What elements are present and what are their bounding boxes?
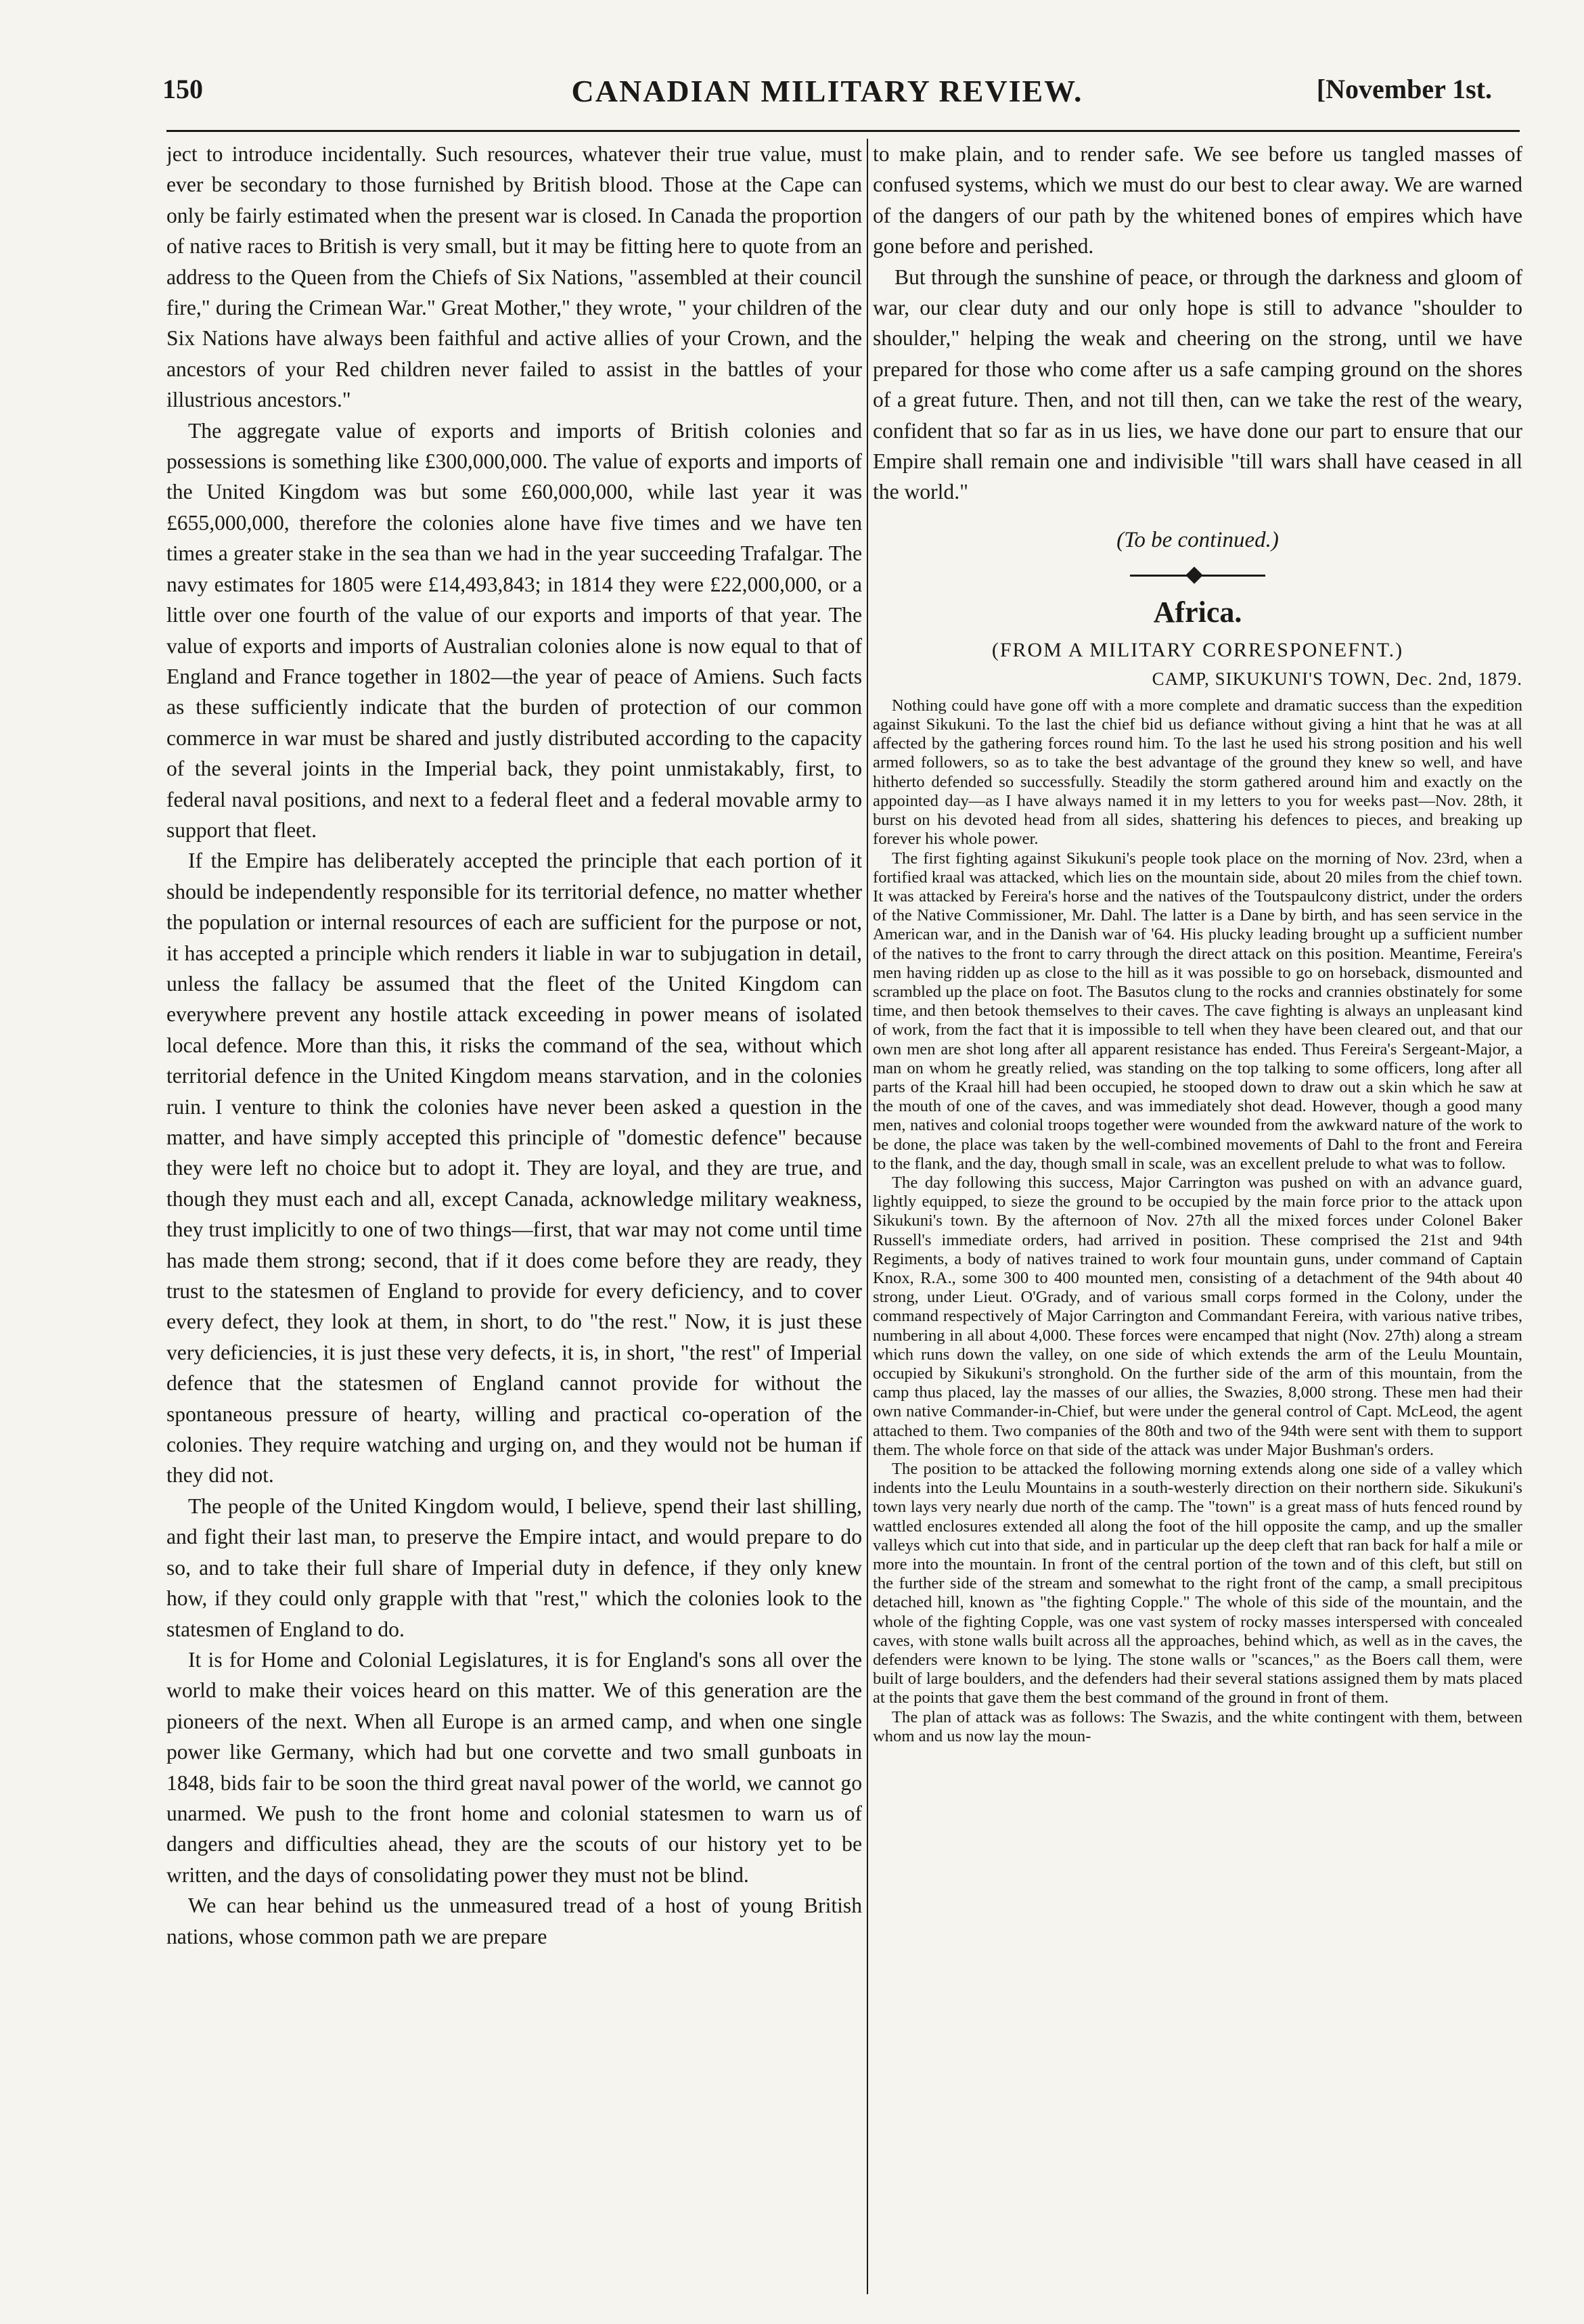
paragraph: ject to introduce incidentally. Such resources, whatever their true value, must ever be secondary to those furnished by British blood. Those at the Cape can only be fairly estimated when the present war is closed. In Canada the proportion of native races to British is very small, but it may be fitting here to quote from an address to the Queen from the Chiefs of Six Nations, "assembled at their council fire," during the Crimean War." Great Mother," they wrote, " your children of the Six Nations have always been faithful and active allies of your Crown, and the ancestors of your Red children never failed to assist in the battles of your illustrious ancestors.": [166, 142, 862, 412]
left-article-body: [166, 139, 862, 1952]
section-title: Africa.: [1153, 595, 1242, 629]
africa-article-body: [873, 696, 1522, 1746]
paragraph: But through the sunshine of peace, or through the darkness and gloom of war, our clear duty and our only hope is still to advance "shoulder to shoulder," helping the weak and cheering on the strong, until we have prepared for those who come after us a safe camping ground on the shores of a great future. Then, and not till then, can we take the rest of the weary, confident that so far as in us lies, we have done our part to ensure that our Empire shall remain one and indivisible "till wars shall have ceased in all the world.": [873, 265, 1522, 504]
paragraph: The aggregate value of exports and imports of British colonies and possessions is something like £300,000,000. The value of exports and imports of the United Kingdom was but some £60,000,000, while last year it was £655,000,000, therefore the colonies alone have five times and we have ten times a greater stake in the sea than we had in the year succeeding Trafalgar. The navy estimates for 1805 were £14,493,843; in 1814 they were £22,000,000, or a little over one fourth of the value of our exports and imports of that year. The value of exports and imports of Australian colonies alone is now equal to that of England and France together in 1802—the year of peace of Amiens. Such facts as these sufficiently indicate that the burden of protection of our common commerce in war must be shared and justly distributed according to the capacity of the several joints in the Imperial back, they point unmistakably, first, to federal naval positions, and next to a federal fleet and a federal movable army to support that fleet.: [166, 418, 862, 842]
paragraph: We can hear behind us the unmeasured tread of a host of young British nations, whose common path we are prepare: [166, 1894, 862, 1948]
paragraph: to make plain, and to render safe. We see before us tangled masses of confused systems, which we must do our best to clear away. We are warned of the dangers of our path by the whitened bones of empires which have gone before and perished.: [873, 142, 1522, 259]
header-rule: [166, 130, 1520, 132]
section-ornament: [873, 565, 1522, 585]
page-header: [162, 73, 1492, 120]
dateline: CAMP, SIKUKUNI'S TOWN, Dec. 2nd, 1879.: [1152, 668, 1522, 689]
paragraph: The day following this success, Major Carrington was pushed on with an advance guard, lightly equipped, to sieze the ground to be occupied by the main force prior to the attack upon Sikukuni's town. By the afternoon of Nov. 27th all the mixed forces under Colonel Baker Russell's immediate orders, had arrived in position. These comprised the 21st and 94th Regiments, a body of natives trained to work four mountain guns, under command of Captain Knox, R.A., some 300 to 400 mounted men, consisting of a detachment of the 94th about 40 strong, under Lieut. O'Grady, and of various small corps formed in the Colony, under the command respectively of Major Carrington and Commandant Fereira, with various native tribes, numbering in all about 4,000. These forces were encamped that night (Nov. 27th) along a stream which runs down the valley, on one side of which extends the arm of the Leulu Mountain, occupied by Sikukuni's stronghold. On the further side of the arm of this mountain, from the camp thus placed, lay the masses of our allies, the Swazies, 8,000 strong. These men had their own native Commander-in-Chief, but were under the general control of Capt. McLeod, the agent attached to them. Two companies of the 80th and two of the 94th were sent with them to support them. The whole force on that side of the attack was under Major Bushman's orders.: [873, 1173, 1522, 1459]
right-column: [873, 139, 1522, 2298]
journal-title: CANADIAN MILITARY REVIEW.: [571, 74, 1083, 108]
left-column: [166, 139, 862, 2298]
paragraph: It is for Home and Colonial Legislatures, it is for England's sons all over the world to make their voices heard on this matter. We of this generation are the pioneers of the next. When all Europe is an armed camp, and when one single power like Germany, which had but one corvette and two small gunboats in 1848, bids fair to be soon the third great naval power of the world, we cannot go unarmed. We push to the front home and colonial statesmen to warn us of dangers and difficulties ahead, they are the scouts of our history yet to be written, and the days of consolidating power they must not be blind.: [166, 1647, 862, 1887]
paragraph: The plan of attack was as follows: The Swazis, and the white contingent with them, between whom and us now lay the moun-: [873, 1707, 1522, 1745]
paragraph: Nothing could have gone off with a more complete and dramatic success than the expedition against Sikukuni. To the last the chief bid us defiance without giving a hint that he was at all affected by the gathering forces round him. To the last he used his strong position and his well armed followers, so as to take the best advantage of the ground they knew so well, and have hitherto defended so successfully. Steadily the storm gathered around him and exactly on the appointed day—as I have always named it in my letters to you for weeks past—Nov. 28th, it burst on his devoted head from all sides, shattering his defences to pieces, and breaking up forever his whole power.: [873, 696, 1522, 849]
right-article-body: [873, 139, 1522, 508]
paragraph: The first fighting against Sikukuni's people took place on the morning of Nov. 23rd, when a fortified kraal was attacked, which lies on the mountain side, about 20 miles from the chief town. It was attacked by Fereira's horse and the natives of the Toutspaulcony district, under the orders of the Native Commissioner, Mr. Dahl. The latter is a Dane by birth, and has seen service in the American war, and in the Danish war of '64. His plucky leading brought up a sufficient number of the natives to the front to carry through the direct attack on this position. Meantime, Fereira's men having ridden up as close to the hill as it was possible to go on horseback, dismounted and scrambled up the place on foot. The Basutos clung to the rocks and crannies obstinately for some time, and then betook themselves to their caves. The cave fighting is always an unpleasant kind of work, from the fact that it is impossible to tell when they have been cleared out, and that our own men are shot long after all apparent resistance has ended. Thus Fereira's Sergeant-Major, a man on whom he greatly relied, was standing on the top talking to some officers, long after all parts of the Kraal hill had been occupied, he stooped down to draw out a skin which he saw at the mouth of one of the caves, and was immediately shot dead. However, though a good many men, natives and colonial troops together were wounded from the awkward nature of the work to be done, the place was taken by the well-combined movements of Dahl to the front and Fereira to the flank, and the day, though small in scale, was an excellent prelude to what was to follow.: [873, 849, 1522, 1173]
paragraph: If the Empire has deliberately accepted the principle that each portion of it should be independently responsible for its territorial defence, no matter whether the population or internal resources of each are sufficient for the purpose or not, it has accepted a principle which renders it liable in war to subjugation in detail, unless the fallacy be assumed that the fleet of the United Kingdom can everywhere prevent any hostile attack exceeding in power means of isolated local defence. More than this, it risks the command of the sea, without which territorial defence in the United Kingdom means starvation, and in the colonies ruin. I venture to think the colonies have never been asked a question in the matter, and have simply accepted this principle of "domestic defence" because they were left no choice but to adopt it. They are loyal, and they are true, and though they must each and all, except Canada, acknowledge military weakness, they trust implicitly to one of two things—first, that war may not come until time has made them strong; second, that if it does come before they are ready, they trust to the statesmen of England to provide for every deficiency, and to cover every defect, they look at them, in short, to do "the rest." Now, it is just these very deficiencies, it is just these very defects, it is, in short, "the rest" of Imperial defence that the statesmen of England cannot provide for without the spontaneous pressure of hearty, willing and practical co-operation of the colonies. They require watching and urging on, and they would not be human if they did not.: [166, 849, 862, 1488]
section-source: (FROM A MILITARY CORRESPONEFNT.): [991, 638, 1404, 661]
page-number: 150: [162, 74, 203, 104]
to-be-continued: (To be continued.): [1116, 527, 1279, 552]
paragraph: The position to be attacked the following morning extends along one side of a valley which indents into the Leulu Mountains in a south-westerly direction on their northern side. Sikukuni's town lays very nearly due north of the camp. The "town" is a great mass of huts fenced round by wattled enclosures extended all along the foot of the hill opposite the camp, and up the smaller valleys which cut into that side, and in particular up the deep cleft that ran back for half a mile or more into the mountain. In front of the central portion of the town and of this cleft, but still on the further side of the stream and somewhat to the right front of the camp, a small precipitous detached hill, known as "the fighting Copple." The whole of this side of the mountain, and the whole of the fighting Copple, was one vast system of rocky masses interspersed with concealed caves, with stone walls built across all the approaches, behind which, as well as in the caves, the defenders were known to be lying. The stone walls or "scances," as the Boers call them, were built of large boulders, and the defenders had their several stations assigned them by mats placed at the points that gave them the best command of the ground in front of them.: [873, 1460, 1522, 1707]
issue-date: [November 1st.: [1316, 74, 1492, 104]
ornament-diamond-icon: [1185, 566, 1202, 583]
paragraph: The people of the United Kingdom would, I believe, spend their last shilling, and fight their last man, to preserve the Empire intact, and would prepare to do so, and to take their full share of Imperial duty in defence, if they only knew how, if they could only grapple with that "rest," which the colonies look to the statesmen of England to do.: [166, 1494, 862, 1641]
column-divider: [867, 139, 868, 2294]
